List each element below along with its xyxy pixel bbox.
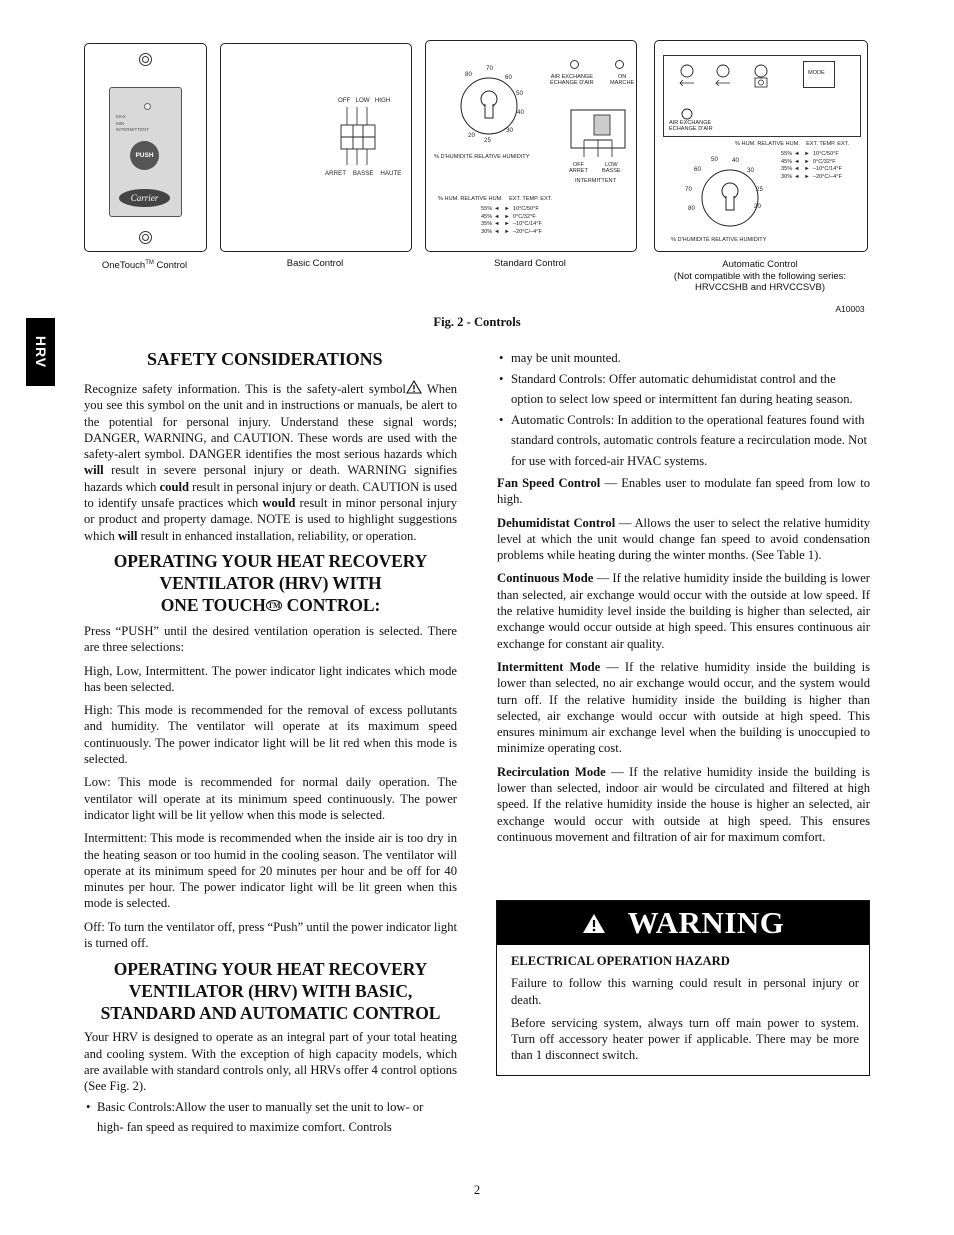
basic-slider-switch: [339, 107, 379, 167]
left-column: [84, 348, 457, 1138]
auto-dial-num-20: 20: [754, 203, 761, 210]
auto-dial-num-80: 80: [688, 205, 695, 212]
std-row-hum: 55%: [481, 206, 493, 212]
intermittent-paragraph: Intermittent: This mode is recommended when the inside air is too dry in the heating season or too humid in the cooling season. The ventilator will operate at its minimum speed for 20 minutes per hour and be off for 40 minutes per hour. The power indicator light will be lit green when this mode is selected.: [84, 831, 457, 911]
hrv-side-tab: HRV: [26, 318, 55, 386]
switch-low-label: LOW: [604, 162, 618, 168]
power-indicator-light: [144, 103, 151, 110]
std-row-temp: 0°C/32°F: [512, 213, 536, 220]
dial-num-80: 80: [465, 71, 472, 78]
echange-label: ÉCHANGE D'AIR: [550, 79, 594, 86]
press-paragraph: Press “PUSH” until the desired ventilation operation is selected. There are three selections:: [84, 623, 457, 655]
carrier-logo: Carrier: [119, 189, 170, 207]
automatic-caption: Automatic Control (Not compatible with the following series: HRVCCSHB and HRVCCSVB): [673, 259, 847, 293]
continuous-mode-paragraph: Continuous Mode — If the relative humidity inside the building is lower than selected, air exchange would occur with the outside at low speed. If the relative humidity level inside the building is higher than selected, air exchange would occur outside at high speed. This ensures continuous air exchange for constant air quality.: [497, 571, 870, 651]
onetouch-control-figure: [84, 43, 207, 252]
std-row-temp: 10°C/50°F: [512, 206, 539, 212]
auto-row-hum: 30%: [781, 173, 793, 180]
auto-table-head-temp: EXT. TEMP. EXT.: [806, 141, 850, 147]
page-number: 2: [473, 1183, 481, 1197]
auto-echange-label: ÉCHANGE D'AIR: [669, 125, 713, 132]
basic-control-figure: [220, 43, 412, 252]
auto-dial-label: % D'HUMIDITÉ RELATIVE HUMIDITY: [671, 237, 767, 243]
standard-caption: Standard Control: [494, 258, 566, 269]
automatic-control-figure: MODE AIR EXCHANGE ÉCHANGE D'AIR % HUM. RELATIVE HUM. EXT. TEMP. EXT. 55% ◄ ► 10°C/50°F 45% ◄ ► 0°C/32°F 35% ◄ ► –10°C/14°F 30% ◄ ► –20°C/–4°F 50 40 30 25 20 60 70 80 % D'HUMIDITÉ RELATIVE HUMIDITY: [654, 40, 868, 252]
warning-hazard: ELECTRICAL OPERATION HAZARD: [511, 954, 730, 968]
marche-label: MARCHE: [610, 79, 635, 86]
dial-num-30: 30: [506, 127, 513, 134]
std-row-hum: 30%: [481, 228, 493, 235]
dial-num-25: 25: [484, 137, 491, 144]
std-table-head-temp: EXT. TEMP. EXT.: [509, 196, 553, 202]
fan-speed-paragraph: Fan Speed Control — Enables user to modulate fan speed from low to high.: [497, 476, 870, 507]
onetouch-heading: OPERATING YOUR HEAT RECOVERY VENTILATOR (HRV) WITH ONE TOUCH TM CONTROL:: [113, 550, 428, 615]
auto-row-temp: –10°C/14°F: [812, 166, 842, 172]
switch-intermittent-label: INTERMITTENT: [575, 178, 617, 184]
onetouch-caption: OneTouch™ Control: [101, 260, 188, 272]
std-row-hum: 35%: [481, 221, 493, 227]
auto-mode-icons: [677, 63, 777, 89]
basic-high-label: HIGH: [374, 97, 391, 104]
auto-air-exchange-label: AIR EXCHANGE: [669, 120, 712, 126]
controls-continued: • may be unit mounted.: [497, 348, 870, 369]
switch-basse-label: BASSE: [602, 167, 621, 174]
auto-row-hum: 55%: [781, 151, 793, 157]
safety-alert-icon: [406, 380, 422, 394]
standard-humidity-dial: [454, 71, 524, 141]
bullet-basic-controls: • Basic Controls:Allow the user to manually set the unit to low- or high- fan speed as required to maximize comfort. Controls: [84, 1097, 457, 1138]
onetouch-faceplate: [109, 87, 182, 217]
figure-code: A10003: [835, 304, 865, 314]
mode-min-label: MIN: [116, 120, 125, 126]
air-exchange-label: AIR EXCHANGE: [550, 74, 593, 80]
standard-dial-label: % D'HUMIDITÉ RELATIVE HUMIDITY: [434, 154, 530, 160]
mode-intermittent-label: INTERMITTENT: [116, 127, 149, 132]
screw-bottom-inner: [142, 234, 149, 241]
basic-haute-label: HAUTE: [380, 170, 402, 177]
mode-max-label: MAX: [116, 114, 126, 119]
dial-num-40: 40: [517, 109, 524, 116]
bullet-standard-controls: • Standard Controls: Offer automatic dehumidistat control and the option to select low speed or intermittent fan during heating season.: [497, 369, 870, 410]
safety-paragraph: Recognize safety information. This is the safety-alert symbol When you see this symbol on the unit and in instructions or manuals, be alert to the potential for personal injury. Understand these signal words; DANGER, WARNING, and CAUTION. These words are used with the safety-alert symbol. DANGER identifies the most serious hazards which will result in severe personal injury or death. WARNING signifies hazards which could result in personal injury or death. CAUTION is used to identify unsafe practices which would result in minor personal injury or product and property damage. NOTE is used to highlight suggestions which will result in enhanced installation, reliability, or operation.: [84, 382, 457, 543]
air-exchange-indicator: [570, 60, 579, 69]
standard-fan-switch: [570, 109, 626, 159]
figure-caption: Fig. 2 - Controls: [433, 315, 521, 329]
warning-title: WARNING: [627, 905, 785, 940]
basic-off-label: OFF: [338, 97, 351, 104]
auto-air-exchange-icon: [680, 108, 698, 120]
push-label: PUSH: [135, 152, 154, 159]
auto-humidity-dial: [695, 163, 765, 233]
safety-heading: SAFETY CONSIDERATIONS: [147, 349, 383, 369]
mode-button[interactable]: [803, 61, 835, 88]
auto-table-head-hum: % HUM. RELATIVE HUM.: [735, 141, 800, 147]
switch-off-label: OFF: [572, 162, 585, 168]
basic-basse-label: BASSE: [352, 170, 374, 177]
dial-num-50: 50: [516, 90, 523, 97]
switch-arret-label: ARRET: [569, 167, 588, 174]
dial-num-20: 20: [468, 132, 475, 139]
high-paragraph: High: This mode is recommended for the removal of excess pollutants and humidity. The ventilator will operate at its maximum speed continuously. The power indicator light will be lit red when this mode is selected.: [84, 703, 457, 767]
basic-low-label: LOW: [355, 97, 370, 104]
warning-box: [496, 900, 870, 1076]
warning-alert-icon: [582, 913, 606, 934]
basic-arret-label: ARRET: [325, 170, 346, 177]
warning-p1: Failure to follow this warning could result in personal injury or death.: [511, 976, 859, 1007]
screw-top-inner: [142, 56, 149, 63]
on-indicator: [615, 60, 624, 69]
std-row-temp: –20°C/–4°F: [512, 228, 542, 235]
right-column: [497, 348, 870, 852]
auto-dial-num-30: 30: [747, 167, 754, 174]
off-paragraph: Off: To turn the ventilator off, press “Push” until the power indicator light is turned off.: [84, 919, 457, 951]
warning-p2: Before servicing system, always turn off main power to system. Turn off accessory heater power if applicable. There may be more than 1 disconnect switch.: [511, 1015, 859, 1063]
auto-row-temp: 0°C/32°F: [812, 158, 836, 165]
low-paragraph: Low: This mode is recommended for normal daily operation. The ventilator will operate at its minimum speed continuously. The power indicator light will be lit yellow when this mode is selected.: [84, 775, 457, 822]
auto-dial-num-70: 70: [685, 186, 692, 193]
mode-label: MODE: [808, 70, 825, 76]
dehumidistat-paragraph: Dehumidistat Control — Allows the user to select the relative humidity level at which the unit would change fan speed to avoid condensation problems while heating during the winter months. (See Table 1).: [497, 515, 871, 563]
push-button[interactable]: [130, 141, 159, 170]
auto-dial-num-40: 40: [732, 157, 739, 164]
basic-caption: Basic Control: [286, 258, 344, 269]
intermittent-mode-paragraph: Intermittent Mode — If the relative humidity inside the building is lower than selected, no air exchange would occur, and the system would turn off. If the relative humidity inside the building is higher than selected, air exchange would occur with outside at high speed. This ensures minimum air exchange level when the building is unoccupied to minimize operating cost.: [497, 659, 870, 756]
dial-num-70: 70: [486, 65, 493, 72]
auto-row-temp: 10°C/50°F: [812, 151, 839, 157]
auto-row-hum: 45%: [781, 158, 793, 165]
std-row-hum: 45%: [481, 213, 493, 220]
recirculation-mode-paragraph: Recirculation Mode — If the relative humidity inside the building is lower than selected, indoor air would be circulated and filtered at high speed. If the relative humidity inside the house is higher an selected, air exchange would occur with outside at high speed. This ensures continuous movement and filtration of air for maximum comfort.: [497, 764, 870, 844]
auto-row-temp: –20°C/–4°F: [812, 173, 842, 180]
std-table-head-hum: % HUM. RELATIVE HUM.: [438, 196, 503, 202]
dial-num-60: 60: [505, 74, 512, 81]
auto-dial-num-60: 60: [694, 166, 701, 173]
warning-banner: [497, 901, 869, 945]
auto-dial-num-25: 25: [756, 186, 763, 193]
bullet-automatic-controls: • Automatic Controls: In addition to the operational features found with standard controls, automatic controls feature a recirculation mode. Not for use with forced-air HVAC systems.: [497, 410, 870, 472]
basic-heading: OPERATING YOUR HEAT RECOVERY VENTILATOR (HRV) WITH BASIC, STANDARD AND AUTOMATIC CONTROL: [100, 959, 441, 1024]
auto-row-hum: 35%: [781, 166, 793, 172]
designed-paragraph: Your HRV is designed to operate as an integral part of your total heating and cooling system. With the exception of high capacity models, which are available with standard controls only, all HRVs offer 4 control options (See Fig. 2).: [84, 1030, 457, 1094]
on-label: ON: [617, 74, 627, 80]
standard-control-figure: 70 60 50 40 30 25 20 80 % D'HUMIDITÉ RELATIVE HUMIDITY AIR EXCHANGE ÉCHANGE D'AIR ON MARCHE OFF ARRET LOW BASSE INTERMITTENT % HUM. RELATIVE HUM. EXT. TEMP. EXT. 55% ◄ ► 10°C/50°F 45% ◄ ► 0°C/32°F 35% ◄ ► –10°C/14°F 30% ◄ ► –20°C/–4°F: [425, 40, 637, 252]
modes-paragraph: High, Low, Intermittent. The power indicator light indicates which mode has been selected.: [84, 663, 457, 694]
auto-dial-num-50: 50: [711, 156, 718, 163]
std-row-temp: –10°C/14°F: [512, 221, 542, 227]
